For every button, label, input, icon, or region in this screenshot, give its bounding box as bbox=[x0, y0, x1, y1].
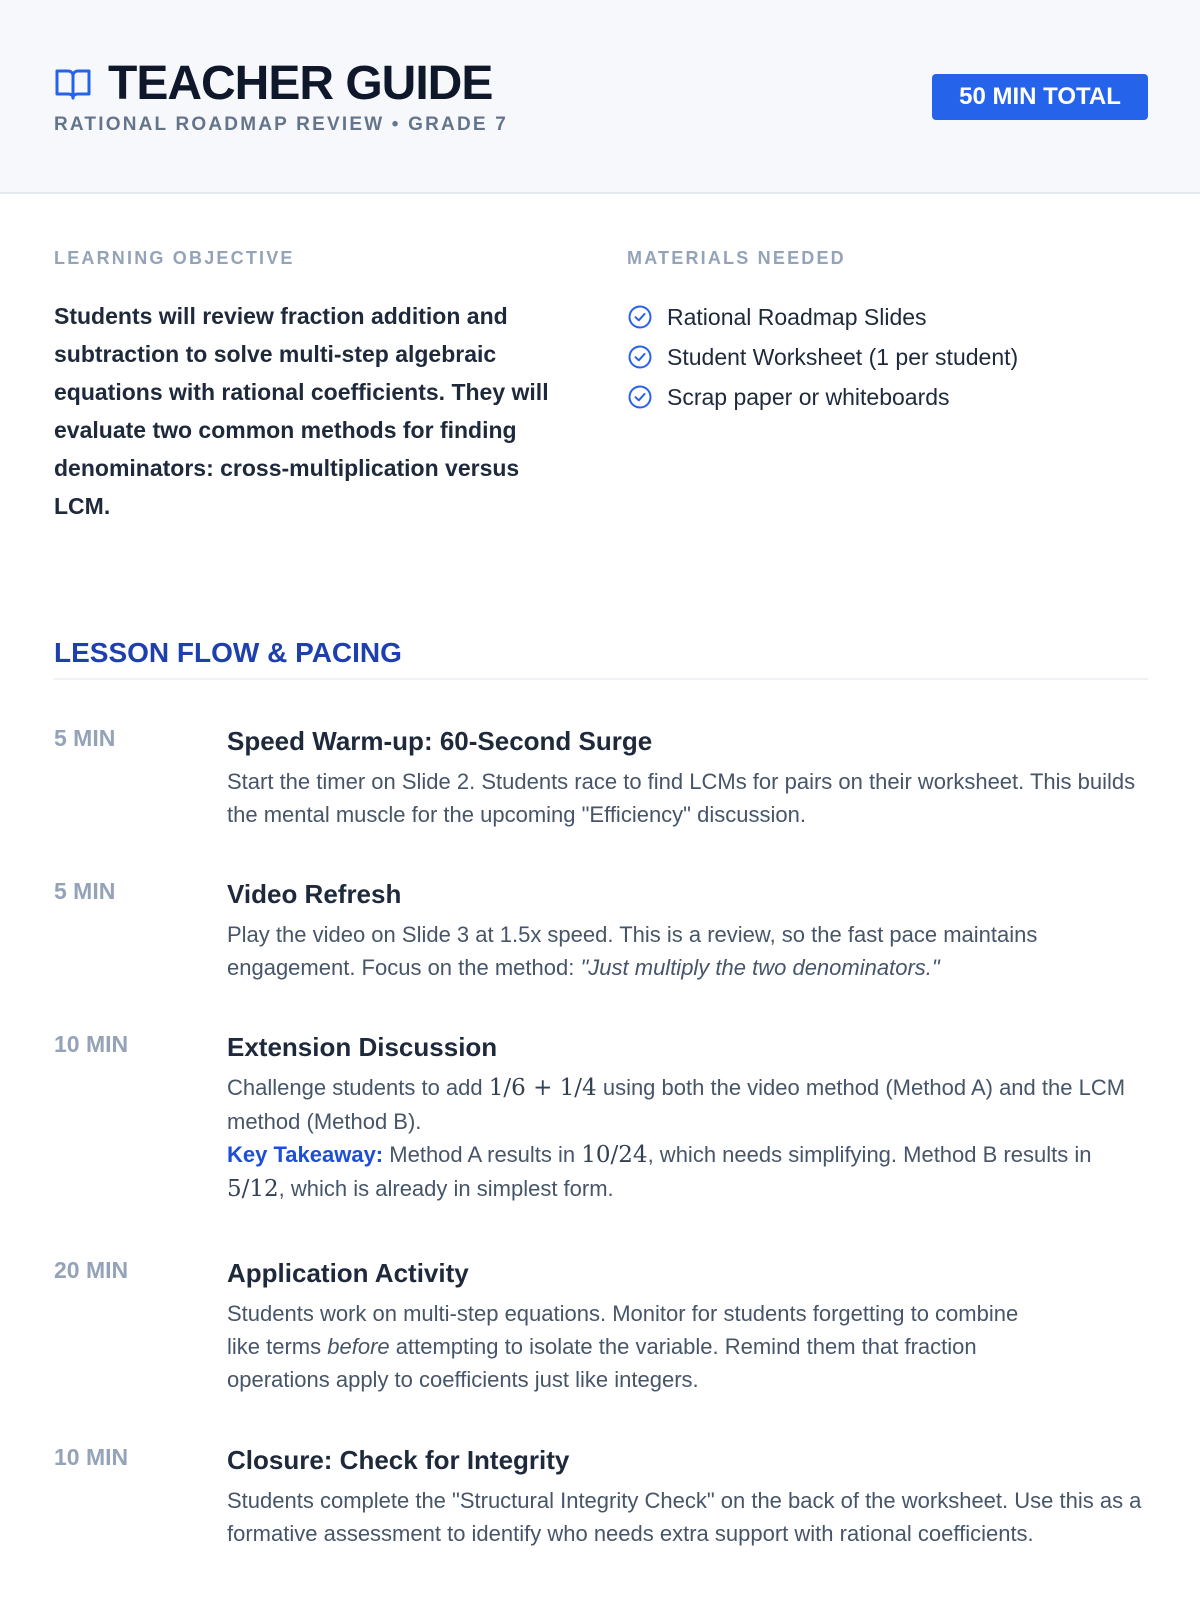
key-takeaway bbox=[227, 1138, 1147, 1206]
step-text: Students work on multi-step equations. Monitor for students forgetting to combine like terms bbox=[227, 1301, 1019, 1359]
step-description: Students complete the "Structural Integrity Check" on the back of the worksheet. Use this as a formative assessment to identify who needs extra support with rational coefficients. bbox=[227, 1488, 1142, 1546]
step-body bbox=[227, 725, 1147, 831]
book-open-icon bbox=[54, 67, 92, 101]
materials-item-label: Rational Roadmap Slides bbox=[667, 303, 927, 330]
step-body bbox=[227, 878, 1147, 984]
step-body bbox=[227, 1031, 1147, 1206]
lesson-flow-heading: LESSON FLOW & PACING bbox=[54, 637, 402, 668]
page-header bbox=[0, 0, 1200, 194]
math-expression: 1/6 + 1/4 bbox=[488, 1075, 597, 1101]
step-quote: "Just multiply the two denominators." bbox=[580, 955, 940, 980]
step-text: using both the video method (Method A) and the LCM method (Method B). bbox=[227, 1075, 1126, 1134]
step-description bbox=[227, 1071, 1147, 1138]
step-text: attempting to isolate the variable. Remind them that fraction operations apply to coefficients just like integers. bbox=[227, 1334, 977, 1392]
check-circle-icon bbox=[627, 384, 653, 410]
page-subtitle: RATIONAL ROADMAP REVIEW • GRADE 7 bbox=[54, 114, 509, 135]
step-body bbox=[227, 1444, 1147, 1550]
step-title: Closure: Check for Integrity bbox=[227, 1445, 570, 1475]
materials-item-label: Scrap paper or whiteboards bbox=[667, 383, 950, 410]
check-circle-icon bbox=[627, 344, 653, 370]
divider bbox=[54, 678, 1148, 680]
step-title: Application Activity bbox=[227, 1258, 469, 1288]
step-emphasis: before bbox=[327, 1334, 390, 1359]
overview-section bbox=[0, 194, 1200, 624]
math-expression: 5/12 bbox=[227, 1176, 279, 1202]
step-text: Challenge students to add bbox=[227, 1075, 483, 1100]
total-time-badge: 50 MIN TOTAL bbox=[932, 74, 1148, 120]
step-body bbox=[227, 1257, 1147, 1396]
objective-column bbox=[54, 248, 574, 525]
check-circle-icon bbox=[627, 304, 653, 330]
step-title: Speed Warm-up: 60-Second Surge bbox=[227, 726, 653, 756]
materials-list bbox=[627, 297, 1147, 417]
step-description: Start the timer on Slide 2. Students race to find LCMs for pairs on their worksheet. This builds the mental muscle for the upcoming "Efficiency" discussion. bbox=[227, 769, 1136, 827]
step-text: Play the video on Slide 3 at 1.5x speed. This is a review, so the fast pace maintains engagement. Focus on the method: bbox=[227, 922, 1038, 980]
materials-item bbox=[627, 337, 1147, 377]
step-duration: 5 MIN bbox=[54, 725, 116, 751]
page-title: TEACHER GUIDE bbox=[108, 57, 493, 110]
materials-item-label: Student Worksheet (1 per student) bbox=[667, 343, 1019, 370]
step-title: Extension Discussion bbox=[227, 1032, 498, 1062]
step-description bbox=[227, 1297, 1027, 1396]
materials-item bbox=[627, 297, 1147, 337]
objective-text: Students will review fraction addition and subtraction to solve multi-step algebraic equations with rational coefficients. They will evaluate two common methods for finding denominators: cross-multiplication versus LCM. bbox=[54, 303, 549, 519]
step-description bbox=[227, 918, 1147, 984]
step-title: Video Refresh bbox=[227, 879, 402, 909]
materials-column bbox=[627, 248, 1147, 417]
key-takeaway-label: Key Takeaway: bbox=[227, 1142, 384, 1167]
step-text: , which needs simplifying. Method B results in bbox=[647, 1142, 1092, 1167]
step-duration: 20 MIN bbox=[54, 1257, 129, 1283]
materials-item bbox=[627, 377, 1147, 417]
step-duration: 5 MIN bbox=[54, 878, 116, 904]
step-text: Method A results in bbox=[389, 1142, 576, 1167]
math-expression: 10/24 bbox=[581, 1142, 648, 1168]
step-text: , which is already in simplest form. bbox=[278, 1176, 614, 1201]
step-duration: 10 MIN bbox=[54, 1444, 129, 1470]
objective-label: LEARNING OBJECTIVE bbox=[54, 248, 295, 268]
step-duration: 10 MIN bbox=[54, 1031, 129, 1057]
title-row bbox=[54, 58, 492, 110]
materials-label: MATERIALS NEEDED bbox=[627, 248, 846, 268]
